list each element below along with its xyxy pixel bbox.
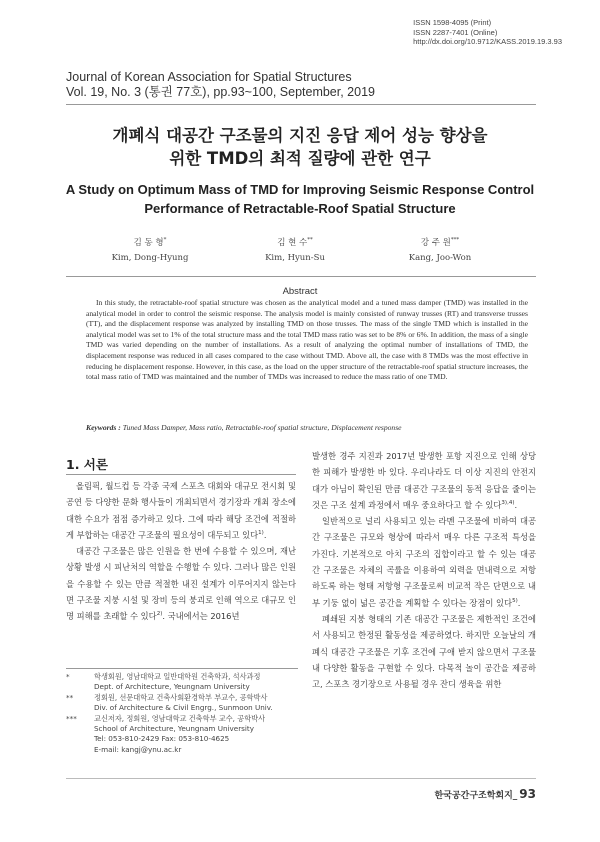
citation: 2) [156,611,163,618]
english-title-line1: A Study on Optimum Mass of TMD for Improving Seismic Response Control [65,182,535,197]
body-right-column [312,448,536,692]
korean-title-line1: 개폐식 대공간 구조물의 지진 응답 제어 성능 향상을 [112,126,488,145]
journal-header [66,70,375,100]
citation: 5) [512,597,518,604]
footer-separator: _ [512,791,518,801]
body-paragraph: 올림픽, 월드컵 등 각종 국제 스포츠 대회와 대규모 전시회 및 공연 등 다양한 문화 행사들이 개최되면서 경기장과 개최 장소에 대한 수요가 점점 증가하고 있다. 그에 따라 해당 조건에 적절하게 부합하는 대공간 구조물의 필요성이 대두되고 있다$^{1)}$. [66,481,296,540]
author-1-korean: 김 동 형 [133,237,164,248]
keywords-text: Tuned Mass Damper, Mass ratio, Retractable-roof spatial structure, Displacement response [122,423,402,432]
english-title [40,180,560,218]
header-divider [66,104,536,105]
section-divider [66,474,296,475]
footnote-3: *** 교신저자, 정회원, 영남대학교 건축학부 교수, 공학박사 School of Architecture, Yeungnam University Tel: 053-810-2429 Fax: 053-810-4625 E-mail: kangj@ynu.ac.kr [66,714,298,756]
citation: 3),4) [501,500,515,507]
section-heading: 1. 서론 [66,457,108,472]
journal-name: Journal of Korean Association for Spatial Structures [66,70,352,84]
author-3-english: Kang, Joo-Won [408,252,472,263]
author-2-mark: ** [307,237,313,243]
author-3-korean: 강 주 원 [420,237,451,248]
page-footer [435,787,536,801]
author-1-mark: * [163,237,167,243]
citation: 1) [258,530,264,537]
issn-print: ISSN 1598-4095 (Print) [413,18,492,27]
corresponding-email[interactable]: E-mail: kangj@ynu.ac.kr [94,744,182,754]
body-paragraph: 폐쇄된 지붕 형태의 기존 대공간 구조물은 제한적인 조건에서 사용되고 한정된 활동성을 제공하였다. 하지만 오늘날의 개폐식 대공간 구조물은 기후 조건에 구애 받지 않으면서 구조물 내 다양한 활동을 구현할 수 있다. 다목적 놀이 공간을 제공하고, 스포츠 경기장으로 사용될 경우 잔디 생육을 위한 [312,613,536,690]
issn-online: ISSN 2287-7401 (Online) [413,27,498,37]
abstract-text: In this study, the retractable-roof spatial structure was chosen as the analytical model and a tuned mass damper (TMD) was installed in the analytical model in order to control the seismic response. The analysis model is mainly consisted of runway trusses (RT) and transverse trusses (TT), and the displacement response was analyzed by installing TMD on those trusses. The mass of the single TMD which is installed in the analytical model was set to 1% of the total structure mass and the total TMD mass ratio was set to be 8% or 6%. In addition, the mass of a single TMD was varied depending on the number of installations. As a result of analyzing the optimal number of installations of TMD, the displacement response was reduced in all cases compared to the case without TMD. Above all, the case with 8 TMDs was the most effective in reducing he displacement response. However, in this case, as the load on the upper structure of the retractable-roof spatial structure increases, the total mass ratio of TMD was maintained and the number of TMDs was increased to reduce the mass ratio of one TMD. [86,298,528,382]
body-paragraph: 발생한 경주 지진과 2017년 발생한 포항 지진으로 인해 상당한 피해가 발생한 바 있다. 우리나라도 더 이상 지진의 안전지대가 아님이 확인된 만큼 대공간 구조물의 동적 응답을 줄이는 것은 구조 설계 과정에서 매우 중요하다고 할 수 있다$^{3),4)}$. [312,451,536,510]
author-1 [80,233,220,266]
volume-line: Vol. 19, No. 3 (통권 77호), pp.93~100, September, 2019 [66,85,375,99]
keywords [86,423,526,432]
issn-block [413,18,562,47]
korean-title [40,124,560,170]
footnote-2: ** 정회원, 선문대학교 건축사회환경학부 부교수, 공학박사 Div. of Architecture & Civil Engrg., Sunmoon Univ. [66,692,273,713]
author-2-english: Kim, Hyun-Su [265,252,325,263]
author-2-korean: 김 현 수 [277,237,308,248]
authors-divider [66,276,536,277]
footnotes [66,672,298,755]
footer-journal: 한국공간구조학회지 [434,791,513,801]
page-number: 93 [519,787,536,801]
author-3 [370,233,510,266]
body-left-column [66,478,296,625]
abstract-heading: Abstract [282,286,318,297]
english-title-line2: Performance of Retractable-Roof Spatial Structure [144,201,456,216]
korean-title-line2: 위한 TMD의 최적 질량에 관한 연구 [169,149,431,168]
footnote-1: * 학생회원, 영남대학교 일반대학원 건축학과, 석사과정 Dept. of Architecture, Yeungnam University [66,672,261,692]
author-2 [225,233,365,266]
footer-divider [66,778,536,779]
author-1-english: Kim, Dong-Hyung [111,252,189,263]
body-paragraph: 일반적으로 널리 사용되고 있는 라멘 구조물에 비하여 대공간 구조물은 규모와 형상에 따라서 매우 다른 구조적 특성을 가진다. 기본적으로 아치 구조의 집합이라고 할 수 있는 대공간 구조물은 자체의 곡률을 이용하여 외력을 면내력으로 저항하도록 하는 형태 저항형 구조물로써 비교적 작은 단면으로 내부 기둥 없이 넓은 공간을 계획할 수 있다는 장점이 있다$^{5)}$. [312,516,536,608]
footnote-divider [66,668,298,669]
keywords-label: Keywords : [86,423,121,432]
author-3-mark: *** [450,237,460,243]
doi-link[interactable]: http://dx.doi.org/10.9712/KASS.2019.19.3.93 [413,37,562,46]
body-paragraph: 대공간 구조물은 많은 인원을 한 번에 수용할 수 있으며, 재난 상황 발생 시 피난처의 역할을 수행할 수 있다. 그러나 많은 인원을 수용할 수 있는 만큼 적절한 내진 설계가 이루어지지 않는다면 구조물 지붕 시설 및 장비 등의 붕괴로 인해 역으로 대규모 인명 피해를 초래할 수 있다$^{2)}$. 국내에서는 2016년 [66,546,296,622]
